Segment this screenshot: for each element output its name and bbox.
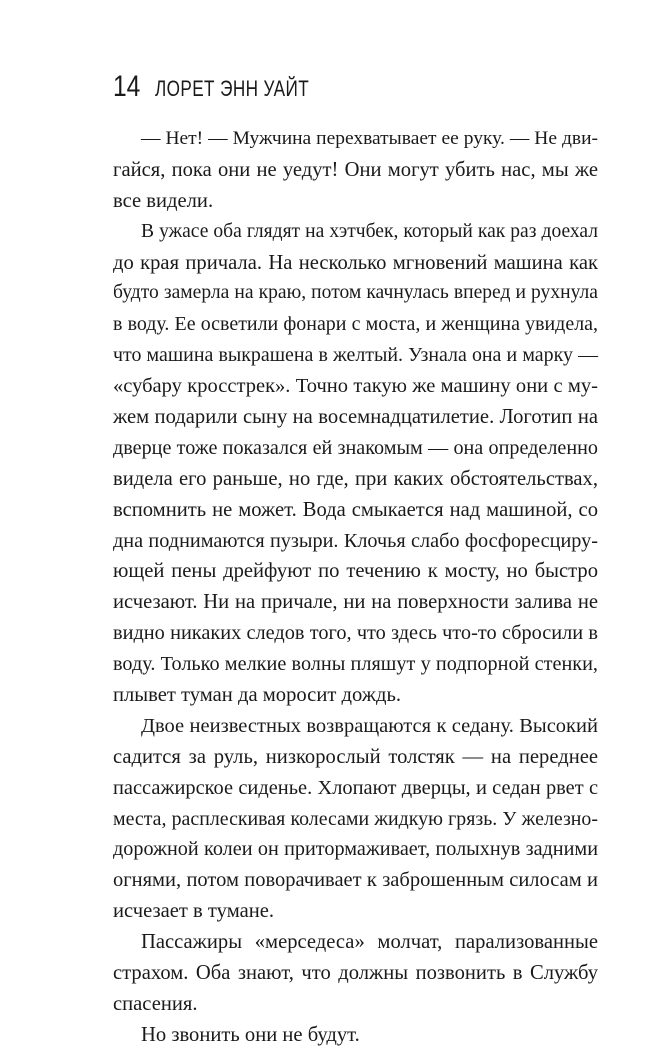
text-line: исчезает в тумане. [113, 900, 275, 923]
text-line: дорожной колеи он притормаживает, полыхнув задними [113, 838, 598, 861]
text-line: страхом. Оба знают, что должны позвонить в Службу [113, 962, 598, 985]
text-line: садится за руль, низкорослый толстяк — на переднее [113, 745, 598, 768]
text-line: огнями, потом поворачивает к заброшенным силосам и [113, 869, 598, 892]
text-line: будто замерла на краю, потом качнулась вперед и рухнула [113, 282, 598, 304]
text-line: плывет туман да моросит дождь. [113, 684, 402, 707]
text-line: что машина выкрашена в желтый. Узнала она и марку — [113, 344, 598, 367]
body-text [113, 124, 598, 1051]
running-head [113, 70, 353, 114]
text-line: дверце тоже показался ей знакомым — она определенно [113, 436, 598, 459]
text-line: исчезают. Ни на причале, ни на поверхности залива не [113, 591, 598, 614]
text-line: спасения. [113, 992, 198, 1015]
text-line: «субару кросстрек». Точно такую же машину они с му- [113, 375, 598, 398]
text-line: в воду. Ее осветили фонари с моста, и женщина увидела, [113, 313, 598, 336]
text-line: воду. Только мелкие волны пляшут у подпорной стенки, [113, 653, 598, 676]
text-line: — Нет! — Мужчина перехватывает ее руку. — Не дви- [141, 128, 598, 149]
text-line: Пассажиры «мерседеса» молчат, парализованные [141, 931, 598, 954]
page-number: 14 [113, 70, 141, 103]
text-line: Двое неизвестных возвращаются к седану. Высокий [141, 714, 598, 737]
text-line: дна поднимаются пузыри. Клочья слабо фосфоресциру- [113, 529, 598, 552]
text-line: жем подарили сыну на восемнадцатилетие. Логотип на [113, 406, 598, 429]
text-line: до края причала. На несколько мгновений машина как [113, 251, 598, 274]
text-line: Но звонить они не будут. [141, 1023, 360, 1046]
text-line: все видели. [113, 189, 214, 212]
text-line: вспомнить не может. Вода смыкается над машиной, со [113, 498, 598, 521]
text-line: гайся, пока они не уедут! Они могут убить нас, мы же [113, 158, 598, 181]
text-line: пассажирское сиденье. Хлопают дверцы, и седан рвет с [113, 776, 598, 799]
text-line: видно никаких следов того, что здесь что-то сбросили в [113, 622, 598, 645]
text-line: места, расплескивая колесами жидкую грязь. У железно- [113, 807, 598, 830]
author-name: ЛОРЕТ ЭНН УАЙТ [155, 76, 310, 101]
text-line: ющей пены дрейфуют по течению к мосту, но быстро [113, 560, 598, 583]
text-line: В ужасе оба глядят на хэтчбек, который как раз доехал [141, 220, 598, 242]
text-line: видела его раньше, но где, при каких обстоятельствах, [113, 467, 598, 490]
